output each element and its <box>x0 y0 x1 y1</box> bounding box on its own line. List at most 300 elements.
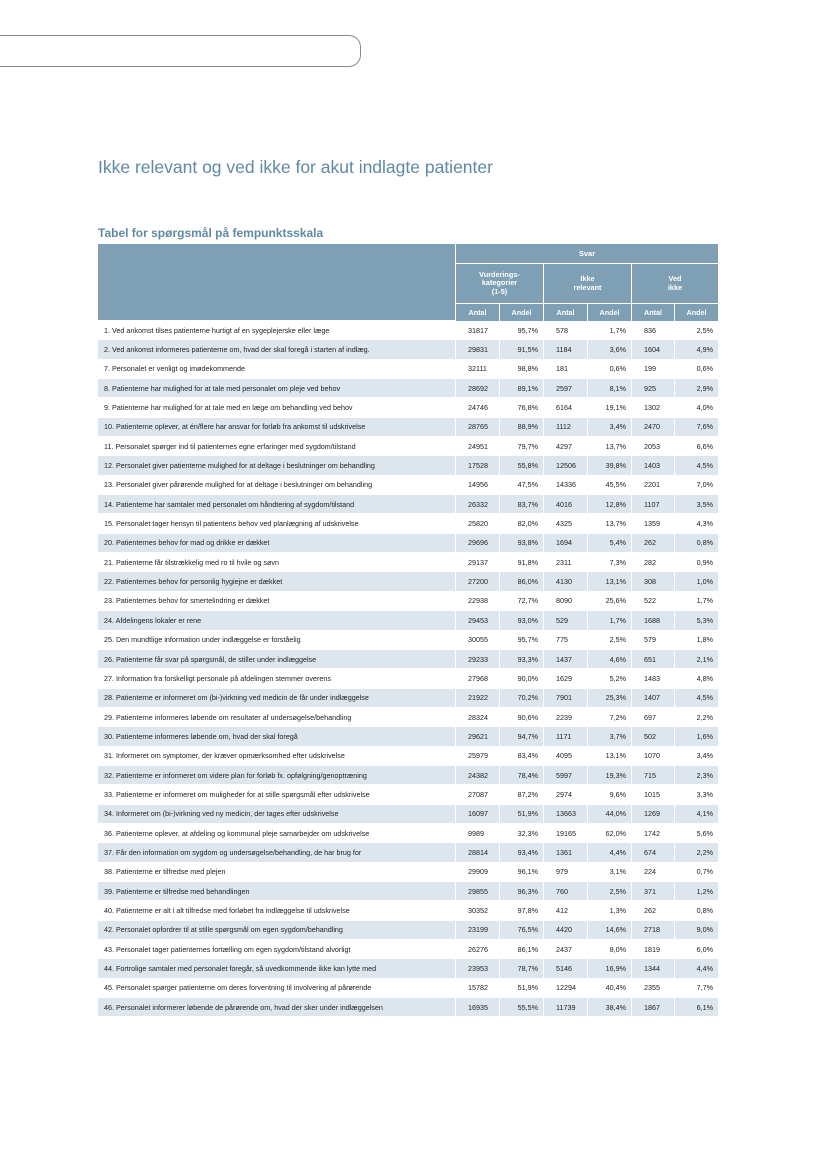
question-label: 44. Fortrolige samtaler med personalet foregår, så uvedkommende ikke kan lytte med <box>98 959 455 978</box>
cell-ved-ikke-antal: 2718 <box>631 921 674 940</box>
cell-vurdering-andel: 91,5% <box>499 340 543 359</box>
cell-ikke-relevant-andel: 62,0% <box>587 824 631 843</box>
cell-ved-ikke-andel: 4,0% <box>674 398 718 417</box>
cell-ikke-relevant-andel: 7,3% <box>587 553 631 572</box>
cell-vurdering-antal: 29453 <box>455 611 499 630</box>
cell-ved-ikke-antal: 282 <box>631 553 674 572</box>
cell-vurdering-andel: 78,4% <box>499 766 543 785</box>
header-andel: Andel <box>499 304 543 321</box>
cell-ved-ikke-andel: 0,6% <box>674 360 718 379</box>
question-label: 9. Patienterne har mulighed for at tale med en læge om behandling ved behov <box>98 398 455 417</box>
cell-ikke-relevant-antal: 760 <box>543 882 587 901</box>
cell-ved-ikke-antal: 1015 <box>631 785 674 804</box>
cell-ved-ikke-antal: 224 <box>631 863 674 882</box>
cell-vurdering-antal: 23199 <box>455 921 499 940</box>
cell-ved-ikke-antal: 308 <box>631 572 674 591</box>
cell-ikke-relevant-antal: 4095 <box>543 747 587 766</box>
cell-vurdering-andel: 93,8% <box>499 534 543 553</box>
header-group-ved-ikke: Ved ikke <box>631 264 718 304</box>
cell-ved-ikke-antal: 371 <box>631 882 674 901</box>
cell-ikke-relevant-antal: 11739 <box>543 998 587 1017</box>
table-row <box>98 611 718 630</box>
cell-ikke-relevant-antal: 12506 <box>543 456 587 475</box>
table-row <box>98 766 718 785</box>
cell-vurdering-antal: 26276 <box>455 940 499 959</box>
cell-ikke-relevant-antal: 8090 <box>543 592 587 611</box>
cell-ikke-relevant-andel: 45,5% <box>587 476 631 495</box>
cell-vurdering-antal: 28814 <box>455 843 499 862</box>
table-body <box>98 321 718 1017</box>
cell-vurdering-antal: 24382 <box>455 766 499 785</box>
question-label: 37. Får den information om sygdom og undersøgelse/behandling, de har brug for <box>98 843 455 862</box>
question-label: 33. Patienterne er informeret om muligheder for at stille spørgsmål efter udskrivelse <box>98 785 455 804</box>
question-label: 7. Personalet er venligt og imødekommende <box>98 360 455 379</box>
cell-ved-ikke-antal: 651 <box>631 650 674 669</box>
cell-vurdering-andel: 90,6% <box>499 708 543 727</box>
cell-vurdering-andel: 47,5% <box>499 476 543 495</box>
cell-ved-ikke-antal: 1302 <box>631 398 674 417</box>
cell-ikke-relevant-antal: 2437 <box>543 940 587 959</box>
cell-vurdering-andel: 76,5% <box>499 921 543 940</box>
cell-vurdering-andel: 98,8% <box>499 360 543 379</box>
cell-vurdering-andel: 51,9% <box>499 979 543 998</box>
cell-vurdering-andel: 96,1% <box>499 863 543 882</box>
cell-ved-ikke-antal: 1070 <box>631 747 674 766</box>
cell-ved-ikke-antal: 697 <box>631 708 674 727</box>
cell-ved-ikke-andel: 4,4% <box>674 959 718 978</box>
cell-ikke-relevant-andel: 40,4% <box>587 979 631 998</box>
cell-vurdering-antal: 29831 <box>455 340 499 359</box>
header-andel: Andel <box>587 304 631 321</box>
cell-vurdering-andel: 78,7% <box>499 959 543 978</box>
table-row <box>98 321 718 340</box>
cell-ikke-relevant-andel: 19,1% <box>587 398 631 417</box>
table-row <box>98 379 718 398</box>
cell-ved-ikke-antal: 1819 <box>631 940 674 959</box>
table-row <box>98 747 718 766</box>
table-row <box>98 650 718 669</box>
cell-ikke-relevant-andel: 9,6% <box>587 785 631 804</box>
table-row <box>98 824 718 843</box>
cell-ved-ikke-andel: 4,3% <box>674 514 718 533</box>
cell-ikke-relevant-antal: 5997 <box>543 766 587 785</box>
cell-ved-ikke-andel: 2,1% <box>674 650 718 669</box>
question-label: 26. Patienterne får svar på spørgsmål, de stiller under indlæggelse <box>98 650 455 669</box>
question-label: 27. Information fra forskelligt personale på afdelingen stemmer overens <box>98 669 455 688</box>
cell-ved-ikke-antal: 1359 <box>631 514 674 533</box>
cell-ved-ikke-antal: 1867 <box>631 998 674 1017</box>
cell-ved-ikke-antal: 1688 <box>631 611 674 630</box>
cell-ved-ikke-andel: 3,3% <box>674 785 718 804</box>
cell-ved-ikke-andel: 4,8% <box>674 669 718 688</box>
cell-vurdering-andel: 55,5% <box>499 998 543 1017</box>
cell-ved-ikke-andel: 2,2% <box>674 843 718 862</box>
cell-vurdering-andel: 82,0% <box>499 514 543 533</box>
cell-vurdering-antal: 28765 <box>455 418 499 437</box>
cell-ikke-relevant-antal: 19165 <box>543 824 587 843</box>
cell-ved-ikke-andel: 6,6% <box>674 437 718 456</box>
header-andel: Andel <box>674 304 718 321</box>
cell-vurdering-antal: 27200 <box>455 572 499 591</box>
table-title: Tabel for spørgsmål på fempunktsskala <box>98 226 324 240</box>
cell-vurdering-antal: 29909 <box>455 863 499 882</box>
cell-ved-ikke-andel: 1,7% <box>674 592 718 611</box>
header-antal: Antal <box>455 304 499 321</box>
cell-ikke-relevant-andel: 44,0% <box>587 805 631 824</box>
cell-vurdering-antal: 21922 <box>455 689 499 708</box>
cell-vurdering-antal: 28692 <box>455 379 499 398</box>
cell-vurdering-andel: 93,4% <box>499 843 543 862</box>
cell-ved-ikke-antal: 199 <box>631 360 674 379</box>
cell-ikke-relevant-antal: 1171 <box>543 727 587 746</box>
question-label: 20. Patienternes behov for mad og drikke er dækket <box>98 534 455 553</box>
cell-ved-ikke-andel: 2,9% <box>674 379 718 398</box>
question-label: 43. Personalet tager patienternes fortælling om egen sygdom/tilstand alvorligt <box>98 940 455 959</box>
question-label: 45. Personalet spørger patienterne om deres forventning til involvering af pårørende <box>98 979 455 998</box>
cell-vurdering-andel: 72,7% <box>499 592 543 611</box>
cell-ikke-relevant-andel: 5,4% <box>587 534 631 553</box>
cell-ikke-relevant-andel: 3,1% <box>587 863 631 882</box>
table-row <box>98 360 718 379</box>
cell-vurdering-antal: 30352 <box>455 901 499 920</box>
cell-ikke-relevant-andel: 1,3% <box>587 901 631 920</box>
question-label: 34. Informeret om (bi-)virkning ved ny medicin, der tages efter udskrivelse <box>98 805 455 824</box>
cell-ved-ikke-andel: 4,1% <box>674 805 718 824</box>
table-row <box>98 940 718 959</box>
cell-vurdering-andel: 70,2% <box>499 689 543 708</box>
table-row <box>98 843 718 862</box>
cell-vurdering-andel: 95,7% <box>499 631 543 650</box>
header-tab <box>0 35 361 67</box>
table-row <box>98 901 718 920</box>
cell-ved-ikke-antal: 715 <box>631 766 674 785</box>
page-title: Ikke relevant og ved ikke for akut indlagte patienter <box>98 157 493 177</box>
cell-ikke-relevant-andel: 13,7% <box>587 514 631 533</box>
cell-ikke-relevant-andel: 2,5% <box>587 882 631 901</box>
cell-ikke-relevant-antal: 14336 <box>543 476 587 495</box>
cell-ikke-relevant-antal: 979 <box>543 863 587 882</box>
question-label: 30. Patienterne informeres løbende om, hvad der skal foregå <box>98 727 455 746</box>
cell-vurdering-antal: 24951 <box>455 437 499 456</box>
cell-vurdering-andel: 89,1% <box>499 379 543 398</box>
question-label: 15. Personalet tager hensyn til patientens behov ved planlægning af udskrivelse <box>98 514 455 533</box>
cell-ikke-relevant-andel: 1,7% <box>587 321 631 340</box>
cell-ikke-relevant-andel: 5,2% <box>587 669 631 688</box>
cell-vurdering-antal: 29696 <box>455 534 499 553</box>
cell-ikke-relevant-andel: 16,9% <box>587 959 631 978</box>
cell-ved-ikke-andel: 6,1% <box>674 998 718 1017</box>
cell-ikke-relevant-andel: 13,1% <box>587 747 631 766</box>
table-row <box>98 805 718 824</box>
cell-ikke-relevant-antal: 4297 <box>543 437 587 456</box>
cell-ved-ikke-antal: 674 <box>631 843 674 862</box>
cell-vurdering-antal: 29855 <box>455 882 499 901</box>
cell-ikke-relevant-antal: 4420 <box>543 921 587 940</box>
cell-vurdering-andel: 86,1% <box>499 940 543 959</box>
cell-ikke-relevant-antal: 4016 <box>543 495 587 514</box>
question-label: 12. Personalet giver patienterne mulighed for at deltage i beslutninger om behandling <box>98 456 455 475</box>
cell-vurdering-andel: 55,8% <box>499 456 543 475</box>
cell-ved-ikke-andel: 2,5% <box>674 321 718 340</box>
cell-ved-ikke-antal: 1403 <box>631 456 674 475</box>
cell-ved-ikke-antal: 1604 <box>631 340 674 359</box>
question-label: 2. Ved ankomst informeres patienterne om, hvad der skal foregå i starten af indlæg. <box>98 340 455 359</box>
cell-ved-ikke-andel: 5,6% <box>674 824 718 843</box>
cell-ved-ikke-andel: 6,0% <box>674 940 718 959</box>
cell-ikke-relevant-antal: 6164 <box>543 398 587 417</box>
question-label: 21. Patienterne får tilstrækkelig med ro til hvile og søvn <box>98 553 455 572</box>
cell-ved-ikke-andel: 2,3% <box>674 766 718 785</box>
table-row <box>98 727 718 746</box>
cell-ved-ikke-andel: 1,2% <box>674 882 718 901</box>
cell-ikke-relevant-antal: 1361 <box>543 843 587 862</box>
cell-ikke-relevant-antal: 1437 <box>543 650 587 669</box>
cell-ved-ikke-antal: 262 <box>631 534 674 553</box>
cell-ved-ikke-antal: 579 <box>631 631 674 650</box>
question-label: 14. Patienterne har samtaler med personalet om håndtering af sygdom/tilstand <box>98 495 455 514</box>
cell-ikke-relevant-antal: 2597 <box>543 379 587 398</box>
cell-ikke-relevant-andel: 1,7% <box>587 611 631 630</box>
table-row <box>98 785 718 804</box>
question-label: 11. Personalet spørger ind til patienternes egne erfaringer med sygdom/tilstand <box>98 437 455 456</box>
cell-vurdering-antal: 16935 <box>455 998 499 1017</box>
cell-ikke-relevant-antal: 7901 <box>543 689 587 708</box>
cell-vurdering-andel: 76,8% <box>499 398 543 417</box>
cell-vurdering-antal: 9989 <box>455 824 499 843</box>
cell-ikke-relevant-andel: 2,5% <box>587 631 631 650</box>
cell-ved-ikke-antal: 1407 <box>631 689 674 708</box>
table-row <box>98 340 718 359</box>
table-row <box>98 592 718 611</box>
table-row <box>98 882 718 901</box>
cell-vurdering-andel: 93,3% <box>499 650 543 669</box>
cell-ved-ikke-andel: 4,9% <box>674 340 718 359</box>
cell-ikke-relevant-andel: 8,1% <box>587 379 631 398</box>
cell-ikke-relevant-andel: 3,4% <box>587 418 631 437</box>
question-label: 31. Informeret om symptomer, der kræver opmærksomhed efter udskrivelse <box>98 747 455 766</box>
cell-ikke-relevant-antal: 529 <box>543 611 587 630</box>
table-row <box>98 689 718 708</box>
cell-ved-ikke-antal: 502 <box>631 727 674 746</box>
cell-vurdering-antal: 25979 <box>455 747 499 766</box>
question-label: 1. Ved ankomst tilses patienterne hurtigt af en sygeplejerske eller læge <box>98 321 455 340</box>
cell-ikke-relevant-andel: 3,6% <box>587 340 631 359</box>
cell-ved-ikke-antal: 925 <box>631 379 674 398</box>
table-row <box>98 998 718 1017</box>
table-row <box>98 708 718 727</box>
cell-vurdering-antal: 26332 <box>455 495 499 514</box>
cell-ikke-relevant-antal: 2974 <box>543 785 587 804</box>
header-group-ikke-relevant: Ikke relevant <box>543 264 631 304</box>
cell-ikke-relevant-antal: 13663 <box>543 805 587 824</box>
cell-vurdering-antal: 15782 <box>455 979 499 998</box>
cell-ikke-relevant-antal: 12294 <box>543 979 587 998</box>
question-label: 32. Patienterne er informeret om videre plan for forløb fx. opfølgning/genoptræning <box>98 766 455 785</box>
question-label: 28. Patienterne er informeret om (bi-)virkning ved medicin de får under indlæggelse <box>98 689 455 708</box>
table-row <box>98 514 718 533</box>
header-group-vurderingskategorier: Vurderings- kategorier (1-5) <box>455 264 543 304</box>
cell-ved-ikke-andel: 1,0% <box>674 572 718 591</box>
cell-vurdering-antal: 27087 <box>455 785 499 804</box>
cell-vurdering-antal: 32111 <box>455 360 499 379</box>
question-label: 42. Personalet opfordrer til at stille spørgsmål om egen sygdom/behandling <box>98 921 455 940</box>
table-row <box>98 863 718 882</box>
cell-ved-ikke-andel: 3,4% <box>674 747 718 766</box>
cell-ikke-relevant-antal: 2239 <box>543 708 587 727</box>
cell-ikke-relevant-antal: 775 <box>543 631 587 650</box>
table-row <box>98 398 718 417</box>
cell-ikke-relevant-antal: 1629 <box>543 669 587 688</box>
question-label: 8. Patienterne har mulighed for at tale med personalet om pleje ved behov <box>98 379 455 398</box>
cell-ved-ikke-andel: 4,5% <box>674 456 718 475</box>
header-antal: Antal <box>631 304 674 321</box>
cell-ved-ikke-antal: 836 <box>631 321 674 340</box>
cell-ikke-relevant-andel: 19,3% <box>587 766 631 785</box>
cell-vurdering-antal: 16097 <box>455 805 499 824</box>
cell-ved-ikke-antal: 262 <box>631 901 674 920</box>
cell-ikke-relevant-andel: 3,7% <box>587 727 631 746</box>
cell-vurdering-antal: 30055 <box>455 631 499 650</box>
table-row <box>98 418 718 437</box>
cell-ved-ikke-antal: 1742 <box>631 824 674 843</box>
cell-ikke-relevant-andel: 14,6% <box>587 921 631 940</box>
cell-ikke-relevant-antal: 412 <box>543 901 587 920</box>
table-row <box>98 476 718 495</box>
cell-ikke-relevant-antal: 1112 <box>543 418 587 437</box>
cell-ikke-relevant-andel: 4,6% <box>587 650 631 669</box>
question-label: 23. Patienternes behov for smertelindring er dækket <box>98 592 455 611</box>
table-row <box>98 495 718 514</box>
cell-ikke-relevant-antal: 1694 <box>543 534 587 553</box>
table-row <box>98 669 718 688</box>
header-antal: Antal <box>543 304 587 321</box>
cell-ved-ikke-antal: 2355 <box>631 979 674 998</box>
cell-vurdering-antal: 17528 <box>455 456 499 475</box>
cell-ved-ikke-andel: 9,0% <box>674 921 718 940</box>
cell-ved-ikke-andel: 0,8% <box>674 901 718 920</box>
question-label: 39. Patienterne er tilfredse med behandlingen <box>98 882 455 901</box>
cell-vurdering-antal: 29621 <box>455 727 499 746</box>
cell-vurdering-andel: 88,9% <box>499 418 543 437</box>
table-row <box>98 921 718 940</box>
cell-vurdering-andel: 96,3% <box>499 882 543 901</box>
cell-ved-ikke-antal: 2053 <box>631 437 674 456</box>
table-row <box>98 979 718 998</box>
cell-vurdering-andel: 97,8% <box>499 901 543 920</box>
cell-ved-ikke-antal: 1107 <box>631 495 674 514</box>
question-label: 25. Den mundtlige information under indlæggelse er forståelig <box>98 631 455 650</box>
table-row <box>98 631 718 650</box>
cell-ikke-relevant-antal: 5146 <box>543 959 587 978</box>
cell-vurdering-andel: 83,7% <box>499 495 543 514</box>
cell-ved-ikke-antal: 1483 <box>631 669 674 688</box>
cell-ved-ikke-andel: 1,8% <box>674 631 718 650</box>
cell-ved-ikke-andel: 5,3% <box>674 611 718 630</box>
cell-ikke-relevant-antal: 4325 <box>543 514 587 533</box>
results-table <box>98 244 718 1017</box>
cell-vurdering-andel: 79,7% <box>499 437 543 456</box>
cell-ved-ikke-andel: 7,7% <box>674 979 718 998</box>
cell-ikke-relevant-antal: 4130 <box>543 572 587 591</box>
cell-ikke-relevant-andel: 0,6% <box>587 360 631 379</box>
cell-ikke-relevant-andel: 12,8% <box>587 495 631 514</box>
question-label: 24. Afdelingens lokaler er rene <box>98 611 455 630</box>
cell-vurdering-andel: 51,9% <box>499 805 543 824</box>
cell-vurdering-andel: 87,2% <box>499 785 543 804</box>
cell-vurdering-andel: 91,8% <box>499 553 543 572</box>
cell-vurdering-andel: 32,3% <box>499 824 543 843</box>
cell-ikke-relevant-andel: 7,2% <box>587 708 631 727</box>
question-label: 13. Personalet giver pårørende mulighed for at deltage i beslutninger om behandling <box>98 476 455 495</box>
cell-ikke-relevant-antal: 181 <box>543 360 587 379</box>
cell-ved-ikke-antal: 522 <box>631 592 674 611</box>
cell-vurdering-antal: 23953 <box>455 959 499 978</box>
cell-vurdering-antal: 24746 <box>455 398 499 417</box>
cell-ikke-relevant-andel: 8,0% <box>587 940 631 959</box>
cell-ved-ikke-andel: 0,9% <box>674 553 718 572</box>
cell-ikke-relevant-andel: 38,4% <box>587 998 631 1017</box>
cell-ikke-relevant-antal: 2311 <box>543 553 587 572</box>
cell-ved-ikke-andel: 7,0% <box>674 476 718 495</box>
cell-ved-ikke-andel: 1,6% <box>674 727 718 746</box>
table-row <box>98 572 718 591</box>
cell-vurdering-andel: 95,7% <box>499 321 543 340</box>
question-label: 10. Patienterne oplever, at én/flere har ansvar for forløb fra ankomst til udskrivelse <box>98 418 455 437</box>
cell-vurdering-antal: 22938 <box>455 592 499 611</box>
cell-vurdering-andel: 83,4% <box>499 747 543 766</box>
cell-ikke-relevant-antal: 578 <box>543 321 587 340</box>
question-label: 40. Patienterne er alt i alt tilfredse med forløbet fra indlæggelse til udskrivelse <box>98 901 455 920</box>
cell-vurdering-antal: 31817 <box>455 321 499 340</box>
cell-vurdering-antal: 14956 <box>455 476 499 495</box>
cell-ikke-relevant-andel: 25,3% <box>587 689 631 708</box>
cell-ved-ikke-andel: 3,5% <box>674 495 718 514</box>
cell-vurdering-antal: 29137 <box>455 553 499 572</box>
table-row <box>98 437 718 456</box>
cell-vurdering-andel: 90,0% <box>499 669 543 688</box>
table-row <box>98 534 718 553</box>
cell-ved-ikke-antal: 2470 <box>631 418 674 437</box>
cell-ved-ikke-andel: 7,6% <box>674 418 718 437</box>
cell-vurdering-antal: 25820 <box>455 514 499 533</box>
question-label: 46. Personalet informerer løbende de pårørende om, hvad der sker under indlæggelsen <box>98 998 455 1017</box>
cell-ikke-relevant-andel: 4,4% <box>587 843 631 862</box>
question-label: 29. Patienterne informeres løbende om resultater af undersøgelse/behandling <box>98 708 455 727</box>
table-row <box>98 553 718 572</box>
table-row <box>98 959 718 978</box>
cell-vurdering-antal: 27968 <box>455 669 499 688</box>
cell-ikke-relevant-andel: 13,1% <box>587 572 631 591</box>
question-label: 22. Patienternes behov for personlig hygiejne er dækket <box>98 572 455 591</box>
header-svar: Svar <box>455 244 718 264</box>
cell-vurdering-andel: 93,0% <box>499 611 543 630</box>
cell-vurdering-andel: 86,0% <box>499 572 543 591</box>
cell-ikke-relevant-andel: 25,6% <box>587 592 631 611</box>
header-blank-cell <box>98 244 455 321</box>
cell-ved-ikke-antal: 2201 <box>631 476 674 495</box>
cell-ved-ikke-andel: 2,2% <box>674 708 718 727</box>
question-label: 36. Patienterne oplever, at afdeling og kommunal pleje samarbejder om udskrivelse <box>98 824 455 843</box>
cell-ikke-relevant-andel: 39,8% <box>587 456 631 475</box>
cell-ved-ikke-andel: 0,8% <box>674 534 718 553</box>
question-label: 38. Patienterne er tilfredse med plejen <box>98 863 455 882</box>
cell-vurdering-antal: 29233 <box>455 650 499 669</box>
cell-ved-ikke-antal: 1269 <box>631 805 674 824</box>
table-row <box>98 456 718 475</box>
cell-ved-ikke-antal: 1344 <box>631 959 674 978</box>
cell-ikke-relevant-andel: 13,7% <box>587 437 631 456</box>
cell-vurdering-andel: 94,7% <box>499 727 543 746</box>
